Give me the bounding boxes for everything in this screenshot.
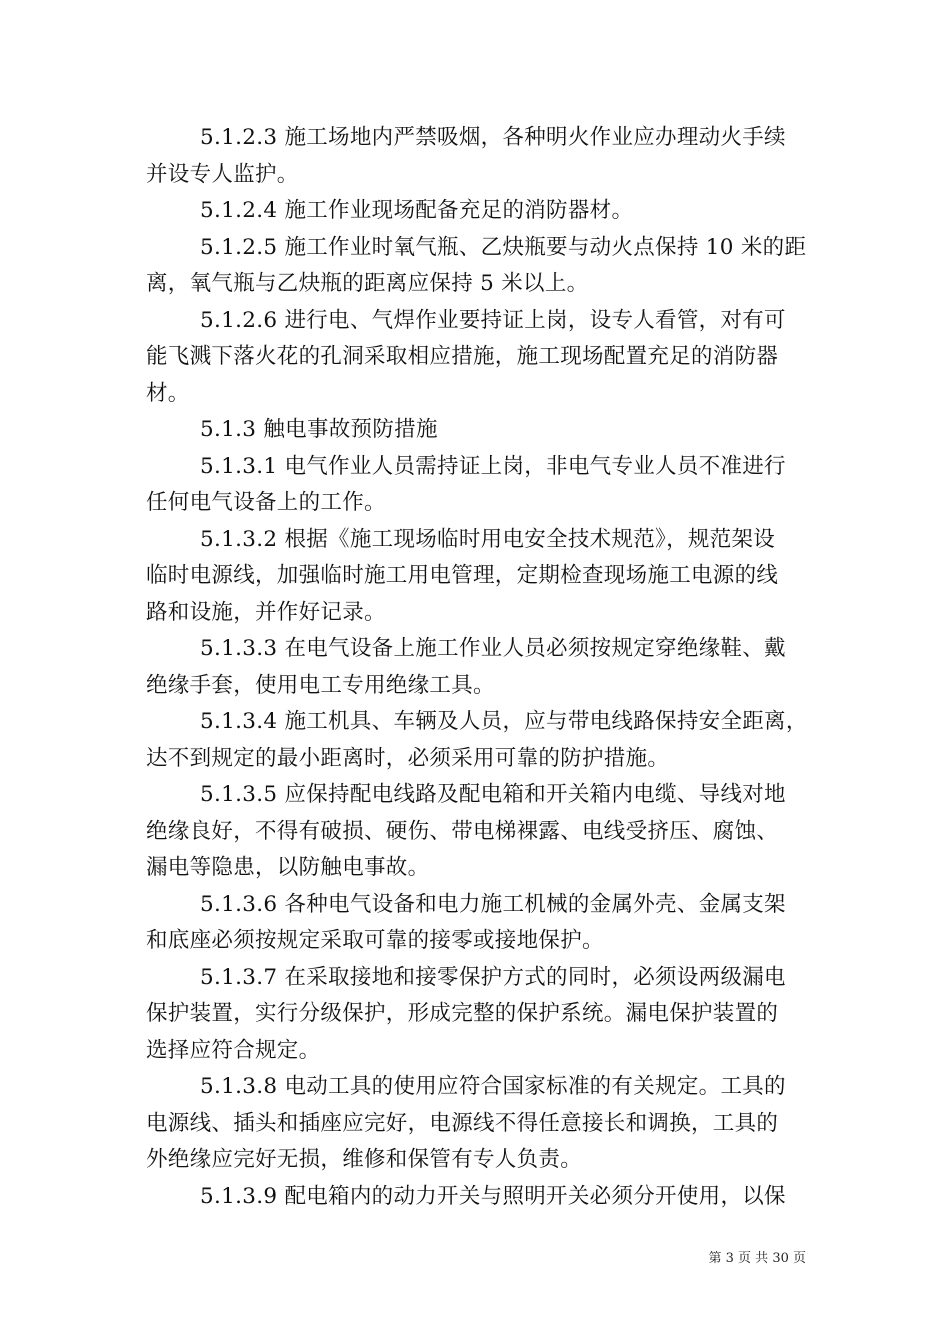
- paragraph-line: 选择应符合规定。: [146, 1037, 321, 1063]
- paragraph-5-1-2-6: [146, 303, 821, 413]
- document-body: [146, 120, 821, 1215]
- paragraph-line: 5.1.2.6 进行电、气焊作业要持证上岗，设专人看管，对有可: [200, 307, 786, 333]
- paragraph-5-1-3-9: [146, 1179, 821, 1216]
- paragraph-5-1-3-8: [146, 1069, 821, 1179]
- paragraph-line: 5.1.2.3 施工场地内严禁吸烟，各种明火作业应办理动火手续: [200, 125, 786, 150]
- paragraph-line: 5.1.2.4 施工作业现场配备充足的消防器材。: [200, 198, 634, 223]
- paragraph-line: 外绝缘应完好无损，维修和保管有专人负责。: [146, 1147, 583, 1172]
- paragraph-5-1-2-3: [146, 120, 821, 193]
- paragraph-line: 保护装置，实行分级保护，形成完整的保护系统。漏电保护装置的: [146, 1001, 779, 1026]
- paragraph-5-1-3-5: [146, 777, 821, 887]
- paragraph-line: 5.1.3.5 应保持配电线路及配电箱和开关箱内电缆、导线对地: [200, 782, 786, 807]
- paragraph-5-1-3-6: [146, 887, 821, 960]
- paragraph-line: 5.1.3.2 根据《施工现场临时用电安全技术规范》，规范架设: [200, 526, 776, 552]
- paragraph-line: 绝缘良好，不得有破损、硬伤、带电梯裸露、电线受挤压、腐蚀、: [146, 818, 779, 844]
- paragraph-line: 路和设施，并作好记录。: [146, 599, 386, 625]
- paragraph-5-1-3-1: [146, 449, 821, 522]
- paragraph-line: 5.1.3.8 电动工具的使用应符合国家标准的有关规定。工具的: [200, 1074, 786, 1099]
- paragraph-line: 5.1.3.9 配电箱内的动力开关与照明开关必须分开使用，以保: [200, 1183, 786, 1209]
- paragraph-line: 临时电源线，加强临时施工用电管理，定期检查现场施工电源的线: [146, 563, 779, 588]
- paragraph-line: 5.1.3.4 施工机具、车辆及人员，应与带电线路保持安全距离，: [200, 709, 808, 734]
- paragraph-line: 电源线、插头和插座应完好，电源线不得任意接长和调换，工具的: [146, 1110, 779, 1136]
- paragraph-5-1-2-5: [146, 230, 821, 303]
- paragraph-line: 材。: [146, 380, 190, 406]
- paragraph-line: 5.1.3.1 电气作业人员需持证上岗，非电气专业人员不准进行: [200, 453, 786, 479]
- paragraph-5-1-2-4: [146, 193, 821, 230]
- paragraph-line: 5.1.2.5 施工作业时氧气瓶、乙炔瓶要与动火点保持 10 米的距: [200, 234, 807, 260]
- section-heading-5-1-3: [146, 412, 821, 449]
- paragraph-line: 5.1.3.7 在采取接地和接零保护方式的同时，必须设两级漏电: [200, 964, 786, 990]
- paragraph-line: 5.1.3.3 在电气设备上施工作业人员必须按规定穿绝缘鞋、戴: [200, 636, 786, 661]
- paragraph-5-1-3-4: [146, 704, 821, 777]
- paragraph-line: 并设专人监护。: [146, 161, 299, 187]
- page-number-footer: 第 3 页 共 30 页: [708, 1251, 806, 1266]
- paragraph-line: 漏电等隐患，以防触电事故。: [146, 855, 430, 880]
- paragraph-line: 和底座必须按规定采取可靠的接零或接地保护。: [146, 928, 604, 953]
- paragraph-line: 5.1.3 触电事故预防措施: [200, 417, 438, 442]
- paragraph-line: 离，氧气瓶与乙炔瓶的距离应保持 5 米以上。: [146, 271, 589, 296]
- paragraph-5-1-3-3: [146, 631, 821, 704]
- paragraph-5-1-3-7: [146, 960, 821, 1070]
- paragraph-line: 5.1.3.6 各种电气设备和电力施工机械的金属外壳、金属支架: [200, 891, 786, 917]
- paragraph-line: 任何电气设备上的工作。: [146, 490, 386, 515]
- paragraph-5-1-3-2: [146, 522, 821, 632]
- paragraph-line: 能飞溅下落火花的孔洞采取相应措施，施工现场配置充足的消防器: [146, 344, 779, 369]
- paragraph-line: 绝缘手套，使用电工专用绝缘工具。: [146, 672, 495, 698]
- paragraph-line: 达不到规定的最小距离时，必须采用可靠的防护措施。: [146, 745, 670, 771]
